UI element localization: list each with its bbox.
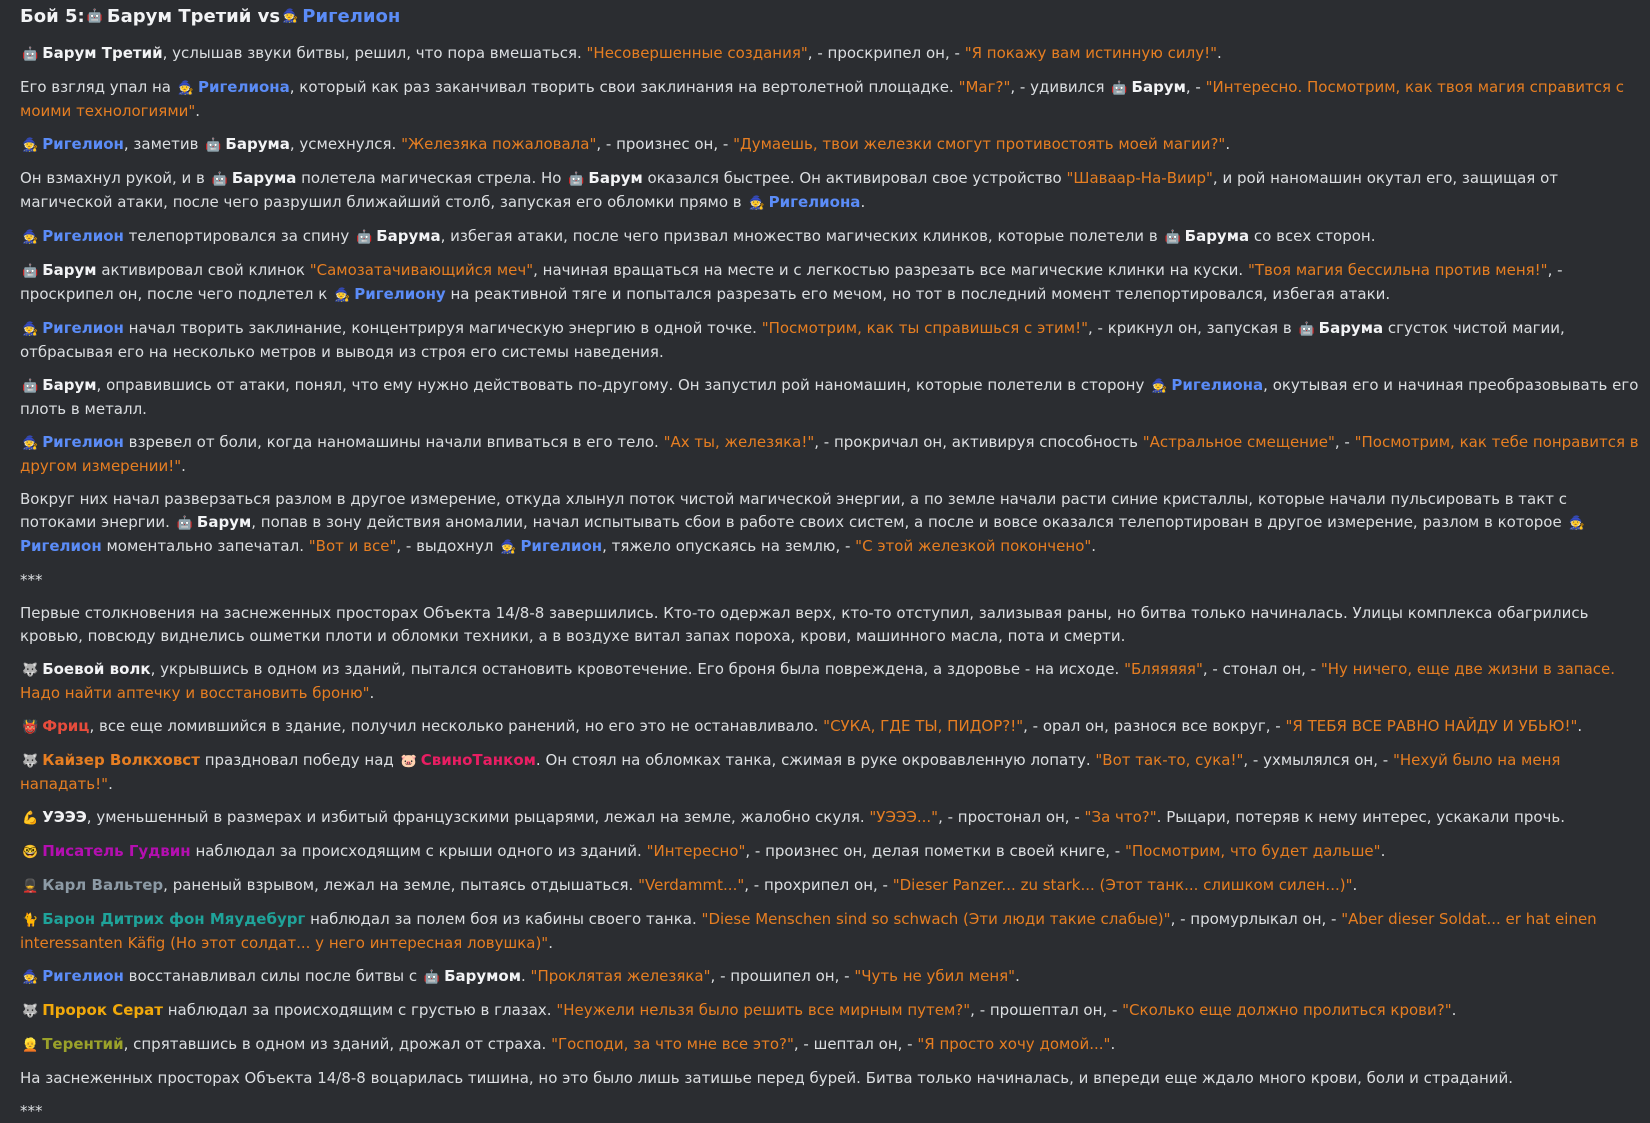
narration: праздновал победу над [204, 751, 394, 769]
character-name: Барум [42, 376, 97, 394]
paragraph [20, 806, 1640, 830]
narration: , укрывшись в одном из зданий, пытался остановить кровотечение. Его броня была повреждена, а здоровье - на исходе. [150, 660, 1120, 678]
wolf-icon: 🐺 [22, 1004, 39, 1019]
mage-icon: 🧙 [22, 322, 39, 337]
character-name: Ригелиона [197, 78, 290, 96]
message-content [0, 6, 1640, 1123]
page-title [20, 6, 1640, 28]
paragraph [20, 259, 1640, 307]
quote: "Нехуй было на меня нападать!" [20, 751, 1561, 793]
quote: "Ну ничего, еще две жизни в запасе. Надо найти аптечку и восстановить броню" [20, 660, 1616, 702]
narration: на реактивной тяге и попытался разрезать его мечом, но тот в последний момент телепортировался, избегая атаки. [450, 285, 1391, 303]
quote: "Интересно" [646, 842, 746, 860]
quote: "Посмотрим, как ты справишься с этим!" [761, 319, 1089, 337]
narration: . [548, 934, 553, 952]
quote: "Ах ты, железяка!" [663, 433, 815, 451]
narration: начал творить заклинание, концентрируя магическую энергию в одной точке. [128, 319, 757, 337]
pig-icon: 🐷 [400, 754, 417, 769]
character-name: Ригелион [42, 319, 124, 337]
narration: . [195, 102, 201, 120]
narration: со всех сторон. [1253, 227, 1376, 245]
narration: , - произнес он, делая пометки в своей книге, - [745, 842, 1121, 860]
narration: , уменьшенный в размерах и избитый французскими рыцарями, лежал на земле, жалобно скуля. [86, 808, 865, 826]
narration: , - орал он, разнося все вокруг, - [1023, 717, 1281, 735]
narration: , - простонал он, - [938, 808, 1080, 826]
mage-icon: 🧙 [1151, 379, 1168, 394]
quote: "Вот и все" [308, 537, 397, 555]
paragraph [20, 1033, 1640, 1057]
quote: "Железяка пожаловала" [401, 135, 597, 153]
paragraph [20, 488, 1640, 559]
quote: "Интересно. Посмотрим, как твоя магия справится с моими технологиями" [20, 78, 1624, 120]
separator: *** [20, 1102, 43, 1120]
quote: "Самозатачивающийся меч" [309, 261, 534, 279]
mage-icon: 🧙 [22, 138, 39, 153]
character-name: Ригелион [42, 135, 124, 153]
paragraph [20, 749, 1640, 796]
quote: "Я ТЕБЯ ВСЕ РАВНО НАЙДУ И УБЬЮ!" [1285, 717, 1578, 735]
character-name: Боевой волк [42, 660, 151, 678]
character-name: Писатель Гудвин [42, 842, 191, 860]
quote: "Твоя магия бессильна против меня!" [1247, 261, 1548, 279]
quote: "Сколько еще должно пролиться крови?" [1122, 1001, 1452, 1019]
narration: , - промурлыкал он, - [1170, 910, 1337, 928]
narration: . Он стоял на обломках танка, сжимая в руке окровавленную лопату. [535, 751, 1091, 769]
narration: , попав в зону действия аномалии, начал испытывать сбои в работе своих систем, а после и вовсе оказался телепортирован в другое измерение, разлом в которое [251, 513, 1562, 531]
character-name: Барум [588, 169, 643, 187]
narration: . [1217, 44, 1222, 62]
narration: Его взгляд упал на [20, 78, 171, 96]
character-name: Барума [376, 227, 441, 245]
character-name: Барума [1318, 319, 1384, 337]
quote: "Я покажу вам истинную силу!" [964, 44, 1218, 62]
narration: , который как раз заканчивал творить свои заклинания на вертолетной площадке. [289, 78, 954, 96]
paragraph [20, 840, 1640, 864]
paragraph: На заснеженных просторах Объекта 14/8-8 воцарилась тишина, но это было лишь затишье перед бурей. Битва только начиналась, и впереди еще ждало много крови, боли и страданий. [20, 1069, 1514, 1087]
quote: "СУКА, ГДЕ ТЫ, ПИДОР?!" [823, 717, 1024, 735]
narration: , - произнес он, - [596, 135, 729, 153]
cat-icon: 🐈 [22, 913, 39, 928]
character-name: Ригелион [520, 537, 603, 555]
robot-icon: 🤖 [176, 516, 193, 531]
robot-icon: 🤖 [568, 172, 585, 187]
narration: . [1110, 1035, 1116, 1053]
narration: , - удивился [1010, 78, 1105, 96]
devil-icon: 👹 [22, 720, 39, 735]
narration: сгусток чистой магии, отбрасывая его на несколько метров и выводя из строя его системы наведения. [20, 319, 1565, 361]
mage-icon: 🧙 [1568, 516, 1585, 531]
mage-icon: 🧙 [282, 9, 299, 24]
muscle-icon: 💪 [22, 811, 39, 826]
narration: , - [1334, 433, 1350, 451]
quote: "Verdammt..." [638, 876, 745, 894]
narration: Вокруг них начал разверзаться разлом в другое измерение, откуда хлынул поток чистой магической энергии, а по земле начали расти синие кристаллы, которые начали пульсировать в такт с потоками энергии. [20, 490, 1568, 531]
robot-icon: 🤖 [356, 230, 373, 245]
person-icon: 👱 [22, 1038, 39, 1053]
wolf-icon: 🐺 [22, 754, 39, 769]
character-name: Ригелион [42, 227, 124, 245]
narration: оказался быстрее. Он активировал свое устройство [647, 169, 1062, 187]
quote: "Вот так-то, сука!" [1095, 751, 1244, 769]
robot-icon: 🤖 [423, 970, 441, 985]
quote: "Diese Menschen sind so schwach (Эти люди такие слабые)" [701, 910, 1171, 928]
narration: , окутывая его и начиная преобразовывать его плоть в металл. [20, 376, 1639, 418]
mage-icon: 🧙 [500, 540, 517, 555]
narration: , - прошептал он, - [970, 1001, 1118, 1019]
robot-icon: 🤖 [22, 379, 39, 394]
narration: , и рой наномашин окутал его, защищая от магической атаки, после чего разрушил ближайший столб, запуская его обломки прямо в [20, 169, 1559, 211]
paragraph [20, 965, 1640, 989]
narration: , избегая атаки, после чего призвал множество магических клинков, которые полетели в [440, 227, 1158, 245]
paragraph [20, 999, 1640, 1023]
narration: . [1015, 967, 1020, 985]
narration: . [1352, 876, 1358, 894]
quote: "Aber dieser Soldat... er hat einen interessanten Käfig (Но этот солдат... у него интересная ловушка)" [20, 910, 1597, 952]
robot-icon: 🤖 [1164, 230, 1181, 245]
character-name: Ригелион [20, 537, 102, 555]
narration: . [520, 967, 526, 985]
narration: . [1091, 537, 1097, 555]
narration: полетела магическая стрела. Но [301, 169, 562, 187]
quote: "Чуть не убил меня" [854, 967, 1016, 985]
narration: , услышав звуки битвы, решил, что пора вмешаться. [162, 44, 582, 62]
quote: "Шаваар-На-Виир" [1066, 169, 1213, 187]
soldier-icon: 💂 [22, 879, 39, 894]
mage-icon: 🧙 [22, 436, 39, 451]
narration: восстанавливал силы после битвы с [128, 967, 418, 985]
paragraph [20, 715, 1640, 739]
paragraph [20, 658, 1640, 705]
narration: , все еще ломившийся в здание, получил несколько ранений, но его это не останавливало. [89, 717, 819, 735]
title-prefix: Бой 5: [20, 6, 85, 27]
narration: . [1451, 1001, 1457, 1019]
narration: наблюдал за происходящим с крыши одного из зданий. [195, 842, 642, 860]
narration: . [1380, 842, 1386, 860]
narration: . [369, 684, 375, 702]
narration: Он взмахнул рукой, и в [20, 169, 205, 187]
quote: "Я просто хочу домой..." [917, 1035, 1111, 1053]
mage-icon: 🧙 [177, 81, 194, 96]
face-icon: 🤓 [22, 845, 39, 860]
quote: "Несовершенные создания" [586, 44, 808, 62]
paragraph: Первые столкновения на заснеженных просторах Объекта 14/8-8 завершились. Кто-то одержал верх, кто-то отступил, зализывая раны, но битва только начиналась. Улицы комплекса обагрились кровью, повсюду виднелись ошметки плоти и обломки техники, а в воздухе витал запах пороха, крови, машинного масла, пота и смерти. [20, 604, 1589, 645]
quote: "Посмотрим, что будет дальше" [1124, 842, 1381, 860]
paragraph [20, 42, 1640, 66]
narration: , заметив [123, 135, 199, 153]
narration: , начиная вращаться на месте и с легкостью разрезать все магические клинки на куски. [533, 261, 1244, 279]
narration: активировал свой клинок [101, 261, 305, 279]
narration: , - проскрипел он, - [807, 44, 960, 62]
narration: , - проскрипел он, после чего подлетел к [20, 261, 1563, 303]
narration: телепортировался за спину [128, 227, 350, 245]
paragraph [20, 133, 1640, 157]
character-name: Ригелиону [354, 285, 446, 303]
narration: . Рыцари, потеряв к нему интерес, ускакали прочь. [1156, 808, 1565, 826]
narration: наблюдал за происходящим с грустью в глазах. [167, 1001, 552, 1019]
vs-label: vs [257, 6, 281, 27]
character-name: Пророк Серат [42, 1001, 163, 1019]
robot-icon: 🤖 [86, 9, 103, 24]
narration: , тяжело опускаясь на землю, - [602, 537, 851, 555]
quote: "Проклятая железяка" [530, 967, 711, 985]
narration: наблюдал за полем боя из кабины своего танка. [310, 910, 697, 928]
mage-icon: 🧙 [748, 196, 765, 211]
character-name: Барумом [444, 967, 521, 985]
character-name: СвиноТанком [420, 751, 536, 769]
character-name: Кайзер Волкховст [42, 751, 200, 769]
character-name: Ригелион [42, 967, 124, 985]
paragraph [20, 317, 1640, 364]
quote: "Господи, за что мне все это?" [551, 1035, 794, 1053]
narration: , - крикнул он, запуская в [1088, 319, 1292, 337]
narration: , спрятавшись в одном из зданий, дрожал от страха. [123, 1035, 547, 1053]
narration: . [1577, 717, 1583, 735]
narration: , - ухмылялся он, - [1243, 751, 1389, 769]
narration: . [108, 775, 113, 793]
quote: "За что?" [1084, 808, 1157, 826]
character-name: Барума [225, 135, 290, 153]
separator: *** [20, 571, 43, 589]
narration: . [860, 193, 866, 211]
character-name: Барума [1184, 227, 1250, 245]
narration: , - прохрипел он, - [744, 876, 888, 894]
fighter-1-name: Барум Третий [106, 6, 252, 27]
robot-icon: 🤖 [211, 172, 228, 187]
narration: моментально запечатал. [106, 537, 304, 555]
narration: , - стонал он, - [1202, 660, 1317, 678]
narration: , - [1185, 78, 1201, 96]
quote: "Посмотрим, как тебе понравится в другом измерении!" [20, 433, 1639, 475]
character-name: Барум [196, 513, 252, 531]
narration: взревел от боли, когда наномашины начали впиваться в его тело. [128, 433, 659, 451]
narration: , - прокричал он, активируя способность [814, 433, 1138, 451]
paragraph [20, 374, 1640, 421]
mage-icon: 🧙 [22, 970, 39, 985]
quote: "Бляяяяя" [1124, 660, 1203, 678]
mage-icon: 🧙 [334, 288, 351, 303]
character-name: УЭЭЭ [42, 808, 87, 826]
paragraph [20, 225, 1640, 249]
character-name: Ригелион [42, 433, 124, 451]
character-name: Ригелиона [1171, 376, 1264, 394]
quote: "УЭЭЭ..." [869, 808, 939, 826]
quote: "Неужели нельзя было решить все мирным путем?" [556, 1001, 971, 1019]
character-name: Барон Дитрих фон Мяудебург [42, 910, 306, 928]
paragraph [20, 431, 1640, 478]
narration: , усмехнулся. [289, 135, 397, 153]
narration: , раненый взрывом, лежал на земле, пытаясь отдышаться. [163, 876, 634, 894]
narration: , - выдохнул [396, 537, 494, 555]
narration: . [1225, 135, 1231, 153]
character-name: Барум [42, 261, 97, 279]
character-name: Терентий [42, 1035, 124, 1053]
character-name: Барума [231, 169, 297, 187]
character-name: Карл Вальтер [42, 876, 164, 894]
robot-icon: 🤖 [22, 264, 39, 279]
character-name: Ригелиона [768, 193, 861, 211]
character-name: Барум Третий [42, 44, 163, 62]
narration: , - шептал он, - [793, 1035, 913, 1053]
narration: . [181, 457, 186, 475]
quote: "Думаешь, твои железки смогут противостоять моей магии?" [733, 135, 1226, 153]
robot-icon: 🤖 [1111, 81, 1128, 96]
quote: "Астральное смещение" [1142, 433, 1335, 451]
fighter-2-name: Ригелион [302, 6, 401, 27]
paragraph [20, 874, 1640, 898]
wolf-icon: 🐺 [22, 663, 39, 678]
paragraph [20, 908, 1640, 955]
narration: , оправившись от атаки, понял, что ему нужно действовать по-другому. Он запустил рой наномашин, которые полетели в сторону [96, 376, 1145, 394]
narration: , - прошипел он, - [710, 967, 850, 985]
character-name: Барум [1131, 78, 1186, 96]
quote: "Маг?" [958, 78, 1011, 96]
paragraph [20, 167, 1640, 215]
quote: "Dieser Panzer... zu stark... (Этот танк... слишком силен...)" [892, 876, 1353, 894]
robot-icon: 🤖 [205, 138, 222, 153]
paragraph [20, 76, 1640, 123]
robot-icon: 🤖 [1298, 322, 1315, 337]
character-name: Фриц [42, 717, 90, 735]
quote: "С этой железкой покончено" [855, 537, 1092, 555]
mage-icon: 🧙 [22, 230, 39, 245]
robot-icon: 🤖 [22, 47, 39, 62]
